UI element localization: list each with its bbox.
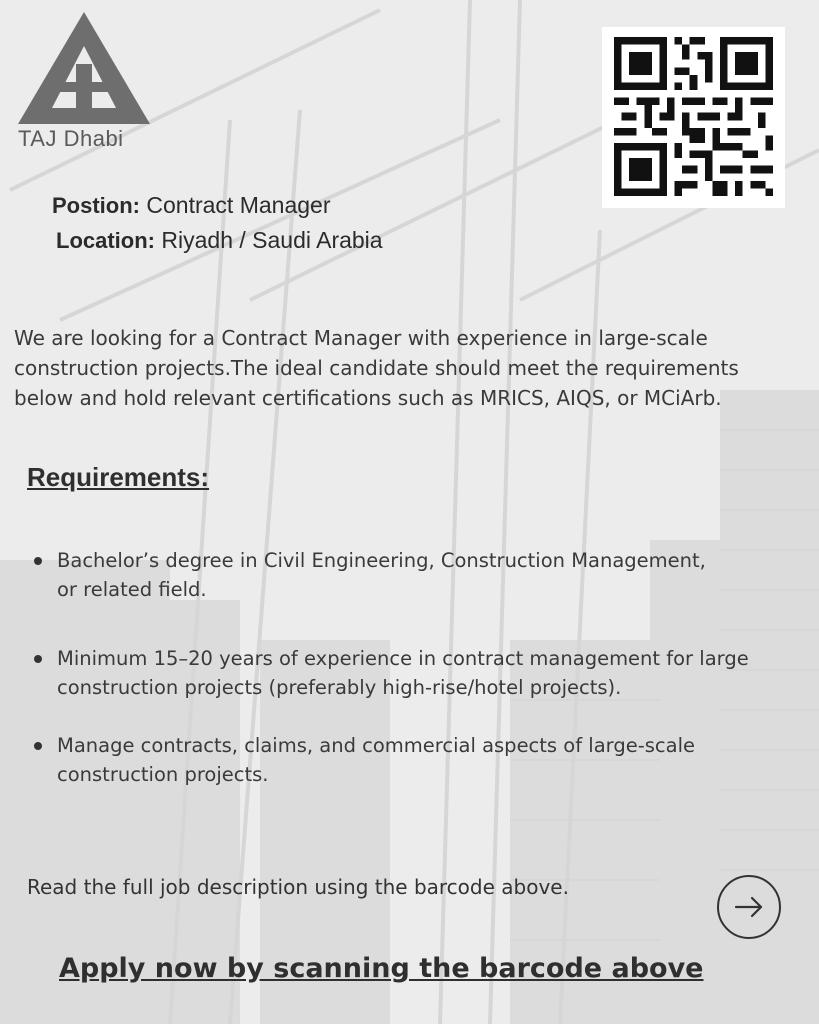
requirements-heading: Requirements: — [27, 462, 210, 492]
list-item-line: or related field. — [57, 578, 207, 601]
intro-line: We are looking for a Contract Manager with experience in large-scale — [14, 326, 708, 350]
intro-line: construction projects.The ideal candidate should meet the requirements — [14, 356, 739, 380]
list-item-line: Minimum 15–20 years of experience in contract management for large — [57, 647, 749, 670]
qr-code-icon — [614, 37, 773, 196]
intro-paragraph — [14, 323, 794, 413]
position-value: Contract Manager — [146, 192, 331, 218]
list-item — [57, 546, 797, 604]
location-row — [56, 227, 383, 254]
position-label: Postion: — [52, 193, 140, 218]
qr-code[interactable] — [602, 27, 785, 208]
intro-line: below and hold relevant certifications such as MRICS, AIQS, or MCiArb. — [14, 386, 722, 410]
footnote-text: Read the full job description using the barcode above. — [27, 875, 569, 899]
position-row — [52, 192, 330, 219]
location-label: Location: — [56, 228, 155, 253]
apply-link[interactable]: Apply now by scanning the barcode above — [59, 953, 704, 984]
list-item-line: construction projects. — [57, 763, 269, 786]
list-item — [57, 731, 797, 789]
list-item — [57, 644, 797, 702]
list-item-line: Bachelor’s degree in Civil Engineering, Construction Management, — [57, 549, 706, 572]
list-item-line: Manage contracts, claims, and commercial aspects of large-scale — [57, 734, 695, 757]
location-value: Riyadh / Saudi Arabia — [161, 227, 383, 253]
next-button[interactable] — [717, 875, 781, 939]
bullet-icon — [34, 655, 42, 663]
bullet-icon — [34, 557, 42, 565]
brand-name: TAJ Dhabi — [18, 126, 124, 151]
arrow-right-icon — [733, 891, 765, 923]
bullet-icon — [34, 742, 42, 750]
list-item-line: construction projects (preferably high-rise/hotel projects). — [57, 676, 622, 699]
